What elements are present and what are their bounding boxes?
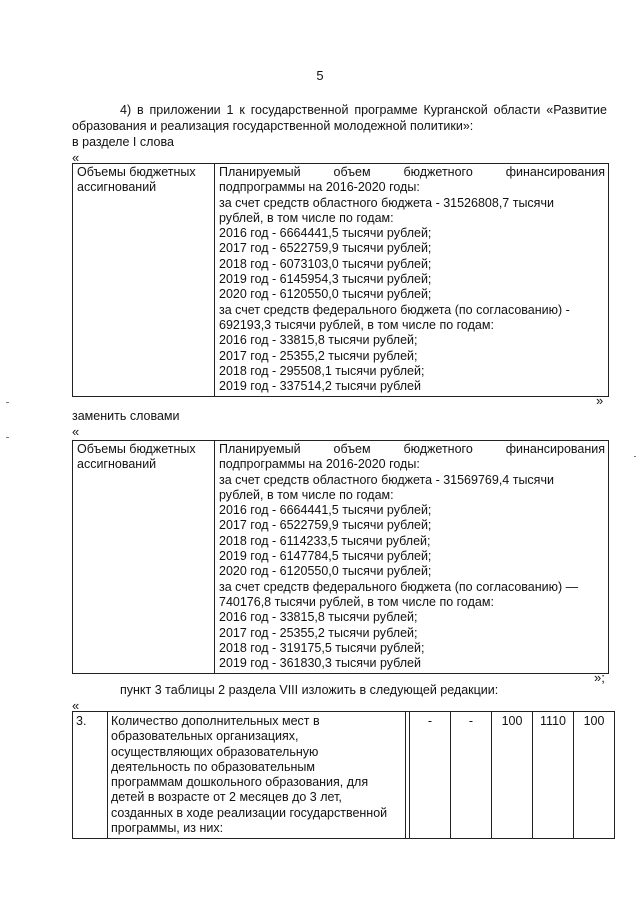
new-line-9: за счет средств федерального бюджета (по согласованию) — bbox=[219, 579, 579, 594]
new-line-2: за счет средств областного бюджета - 31569769,4 тысячи bbox=[219, 472, 554, 487]
row-description bbox=[108, 712, 406, 839]
new-line-10: 740176,8 тысячи рублей, в том числе по годам: bbox=[219, 594, 494, 609]
new-budget-content bbox=[215, 441, 609, 674]
old-line-11: 2016 год - 33815,8 тысячи рублей; bbox=[219, 333, 418, 348]
scan-speck bbox=[634, 456, 636, 457]
new-line-5: 2017 год - 6522759,9 тысячи рублей; bbox=[219, 518, 432, 533]
new-budget-label: Объемы бюджетных ассигнований bbox=[73, 441, 215, 674]
new-line-12: 2017 год - 25355,2 тысячи рублей; bbox=[219, 625, 418, 640]
old-line-4: 2016 год - 6664441,5 тысячи рублей; bbox=[219, 226, 432, 241]
desc-line-2: осуществляющих образовательную bbox=[111, 744, 319, 759]
indicator-table bbox=[72, 711, 615, 839]
new-line-6: 2018 год - 6114233,5 тысячи рублей; bbox=[219, 533, 431, 548]
scan-speck bbox=[6, 402, 9, 403]
new-line-8: 2020 год - 6120550,0 тысячи рублей; bbox=[219, 564, 432, 579]
desc-line-7: программы, из них: bbox=[111, 821, 224, 836]
new-line-0: Планируемый объем бюджетного финансирования bbox=[219, 442, 605, 456]
desc-line-6: созданных в ходе реализации государственной bbox=[111, 805, 388, 820]
new-line-7: 2019 год - 6147784,5 тысячи рублей; bbox=[219, 549, 432, 564]
new-line-3: рублей, в том числе по годам: bbox=[219, 487, 394, 502]
close-quote-1: » bbox=[596, 393, 604, 408]
old-line-14: 2019 год - 337514,2 тысячи рублей bbox=[219, 379, 421, 394]
old-line-1: подпрограммы на 2016-2020 годы: bbox=[219, 180, 420, 195]
open-quote-2: « bbox=[72, 424, 80, 439]
new-line-11: 2016 год - 33815,8 тысячи рублей; bbox=[219, 610, 418, 625]
old-budget-table bbox=[72, 163, 609, 397]
new-line-13: 2018 год - 319175,5 тысячи рублей; bbox=[219, 640, 425, 655]
desc-line-1: образовательных организациях, bbox=[111, 729, 299, 744]
open-quote-1: « bbox=[72, 150, 80, 165]
old-budget-label: Объемы бюджетных ассигнований bbox=[73, 164, 215, 397]
open-quote-3: « bbox=[72, 698, 80, 713]
new-budget-table bbox=[72, 440, 609, 674]
value-cell-4: 1110 bbox=[533, 712, 574, 839]
old-line-9: за счет средств федерального бюджета (по согласованию) - bbox=[219, 302, 570, 317]
desc-line-4: программам дошкольного образования, для bbox=[111, 775, 369, 790]
old-line-13: 2018 год - 295508,1 тысячи рублей; bbox=[219, 363, 425, 378]
value-cell-5: 100 bbox=[574, 712, 615, 839]
old-line-2: за счет средств областного бюджета - 31526808,7 тысячи bbox=[219, 195, 554, 210]
intro-paragraph-text: 4) в приложении 1 к государственной программе Курганской области «Развитие образования и реализация государственной молодежной политики»: bbox=[72, 103, 607, 133]
desc-line-5: детей в возрасте от 2 месяцев до 3 лет, bbox=[111, 790, 342, 805]
new-line-14: 2019 год - 361830,3 тысячи рублей bbox=[219, 656, 421, 671]
row-number: 3. bbox=[73, 712, 108, 839]
scan-speck bbox=[6, 437, 9, 438]
close-quote-2: »; bbox=[594, 670, 605, 685]
old-line-5: 2017 год - 6522759,9 тысячи рублей; bbox=[219, 241, 432, 256]
value-cell-2: - bbox=[451, 712, 492, 839]
desc-line-0: Количество дополнительных мест в bbox=[111, 714, 320, 728]
old-budget-content bbox=[215, 164, 609, 397]
old-line-12: 2017 год - 25355,2 тысячи рублей; bbox=[219, 348, 418, 363]
item-section-text: пункт 3 таблицы 2 раздела VIII изложить в следующей редакции: bbox=[120, 683, 499, 697]
old-line-3: рублей, в том числе по годам: bbox=[219, 210, 394, 225]
old-line-6: 2018 год - 6073103,0 тысячи рублей; bbox=[219, 256, 432, 271]
old-line-10: 692193,3 тысячи рублей, в том числе по годам: bbox=[219, 317, 494, 332]
new-line-4: 2016 год - 6664441,5 тысячи рублей; bbox=[219, 503, 432, 518]
value-cell-1: - bbox=[410, 712, 451, 839]
section-line: в разделе I слова bbox=[72, 135, 174, 149]
old-line-8: 2020 год - 6120550,0 тысячи рублей; bbox=[219, 287, 432, 302]
old-line-7: 2019 год - 6145954,3 тысячи рублей; bbox=[219, 272, 432, 287]
replace-text: заменить словами bbox=[72, 409, 180, 423]
new-line-1: подпрограммы на 2016-2020 годы: bbox=[219, 457, 420, 472]
page-number: 5 bbox=[316, 68, 324, 83]
value-cell-3: 100 bbox=[492, 712, 533, 839]
old-line-0: Планируемый объем бюджетного финансирования bbox=[219, 165, 605, 179]
intro-paragraph bbox=[72, 102, 607, 134]
table-row bbox=[73, 712, 615, 839]
desc-line-3: деятельность по образовательным bbox=[111, 759, 315, 774]
